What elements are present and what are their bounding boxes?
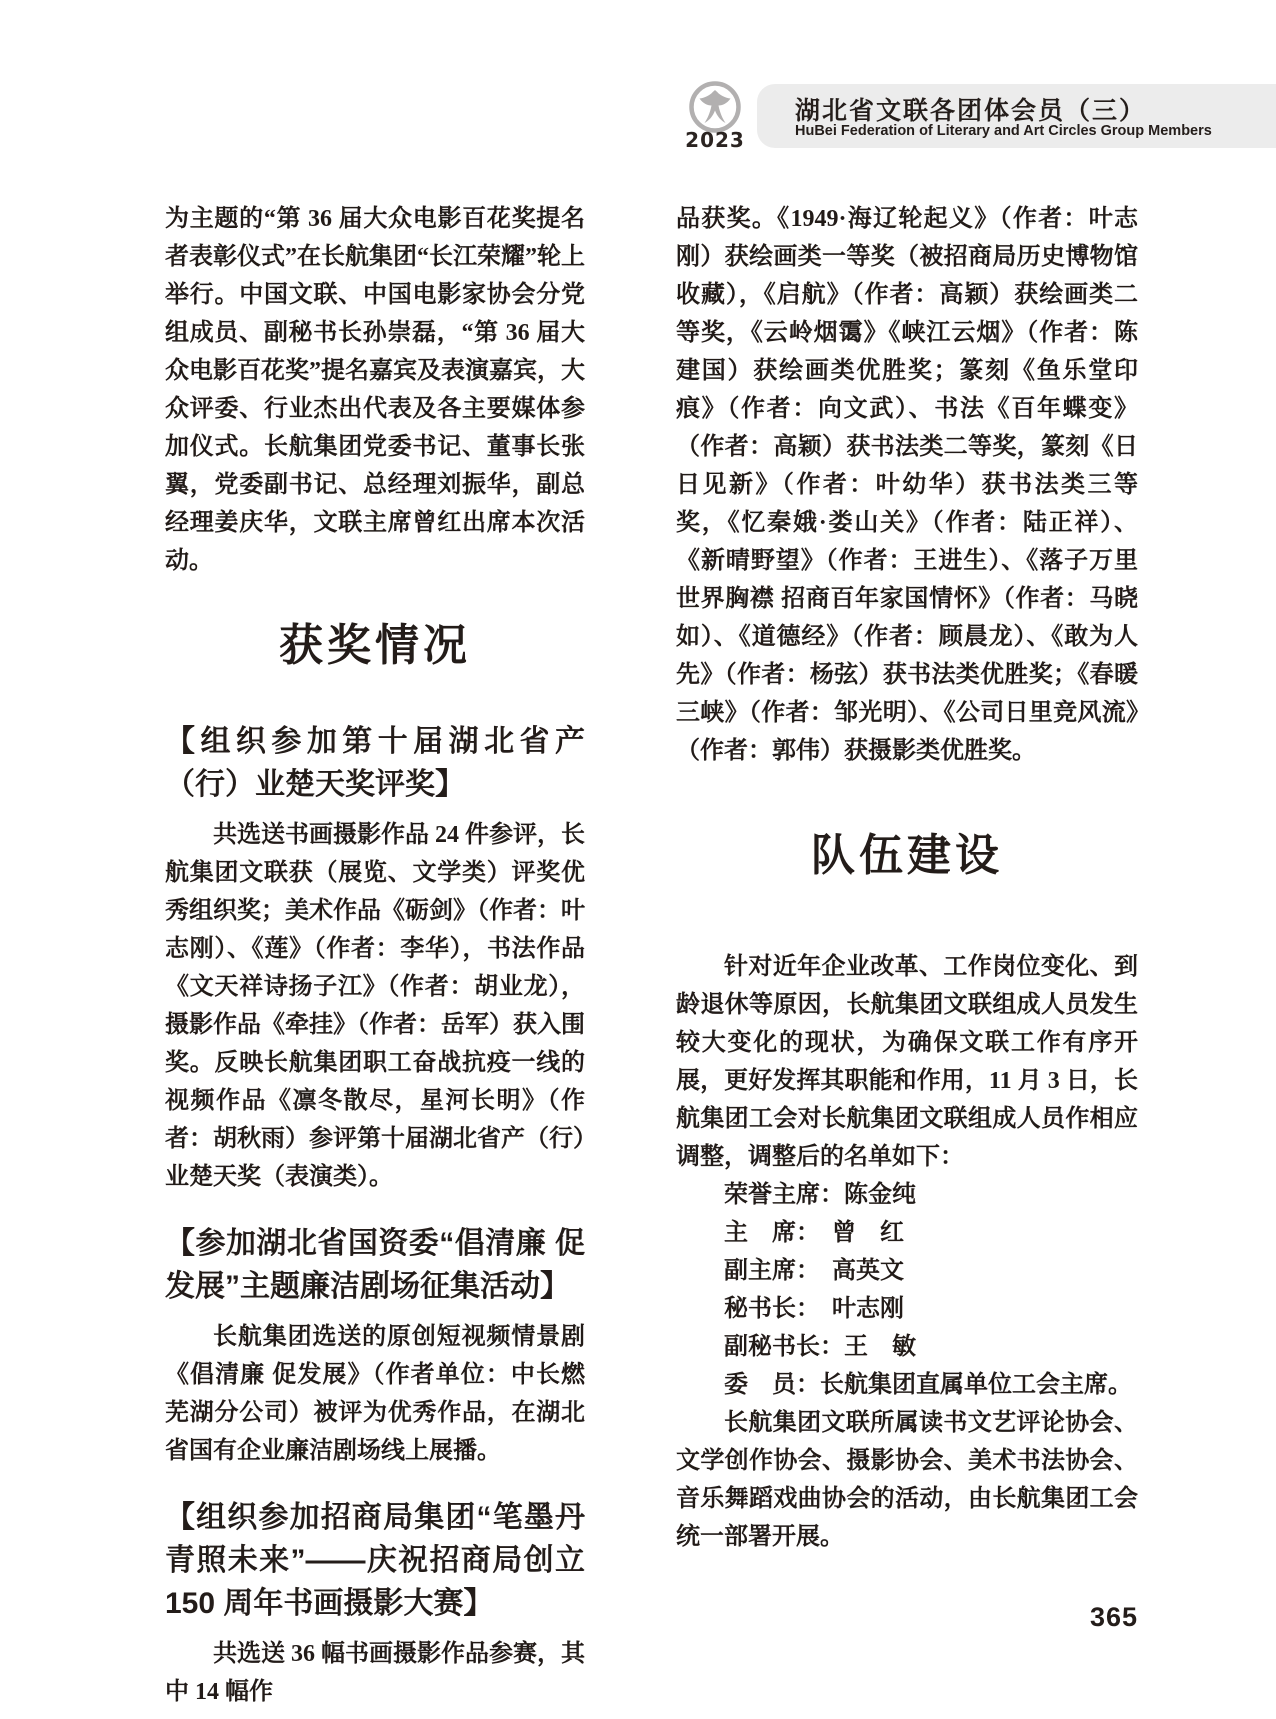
paragraph-contest-continuation: 品获奖。《1949·海辽轮起义》（作者：叶志刚）获绘画类一等奖（被招商局历史博物馆收藏），《启航》（作者：高颖）获绘画类二等奖，《云岭烟霭》《峡江云烟》（作者：陈建国）获绘画类优胜奖；篆刻《鱼乐堂印痕》（作者：向文武）、书法《百年蝶变》（作者：高颖）获书法类二等奖，篆刻《日日见新》（作者：叶幼华）获书法类三等奖，《忆秦娥·娄山关》（作者：陆正祥）、《新晴野望》（作者：王进生）、《落子万里世界胸襟 招商百年家国情怀》（作者：马晓如）、《道德经》（作者：顾晨龙）、《敢为人先》（作者：杨弦）获书法类优胜奖；《春暖三峡》（作者：邹光明）、《公司日里竞风流》（作者：郭伟）获摄影类优胜奖。	[676, 206, 1138, 764]
roster-honorary-chairman: 荣誉主席：陈金纯	[724, 1182, 916, 1208]
roster-chairman: 主 席： 曾 红	[724, 1220, 904, 1246]
section-heading-awards: 获奖情况	[279, 621, 471, 670]
paragraph-intro-continuation: 为主题的“第 36 届大众电影百花奖提名者表彰仪式”在长航集团“长江荣耀”轮上举行。中国文联、中国电影家协会分党组成员、副秘书长孙崇磊，“第 36 届大众电影百花奖”提名嘉宾及表演嘉宾，大众评委、行业杰出代表及各主要媒体参加仪式。长航集团党委书记、董事长张翼，党委副书记、总经理刘振华，副总经理姜庆华，文联主席曾红出席本次活动。	[165, 206, 585, 574]
paragraph-chutian-award: 共选送书画摄影作品 24 件参评，长航集团文联获（展览、文学类）评奖优秀组织奖；美术作品《砺剑》（作者：叶志刚）、《莲》（作者：李华），书法作品《文天祥诗扬子江》（作者：胡业龙），摄影作品《牵挂》（作者：岳军）获入围奖。反映长航集团职工奋战抗疫一线的视频作品《凛冬散尽，星河长明》（作者：胡秋雨）参评第十届湖北省产（行）业楚天奖（表演类）。	[165, 822, 585, 1190]
page-number: 365	[1090, 1602, 1139, 1632]
right-column	[676, 200, 1138, 1556]
paragraph-associations: 长航集团文联所属读书文艺评论协会、文学创作协会、摄影协会、美术书法协会、音乐舞蹈戏曲协会的活动，由长航集团工会统一部署开展。	[676, 1410, 1138, 1550]
roster-secretary-general: 秘书长： 叶志刚	[724, 1296, 904, 1322]
left-column	[165, 200, 585, 1711]
section-heading-team-building: 队伍建设	[811, 831, 1003, 880]
edition-year: 2023	[685, 128, 745, 152]
roster-committee-members: 委 员：长航集团直属单位工会主席。	[724, 1372, 1132, 1398]
page-title-chinese: 湖北省文联各团体会员（三）	[795, 97, 1147, 125]
header-title-box	[757, 84, 1276, 148]
roster-list	[676, 1176, 1138, 1404]
roster-deputy-secretary-general: 副秘书长：王 敏	[724, 1334, 916, 1360]
paragraph-integrity-theater: 长航集团选送的原创短视频情景剧《倡清廉 促发展》（作者单位：中长燃芜湖分公司）被评为优秀作品，在湖北省国有企业廉洁剧场线上展播。	[165, 1324, 585, 1464]
roster-vice-chairman: 副主席： 高英文	[724, 1258, 904, 1284]
subheading-chutian-award: 【组织参加第十届湖北省产（行）业楚天奖评奖】	[165, 725, 585, 801]
subheading-integrity-theater: 【参加湖北省国资委“倡清廉 促发展”主题廉洁剧场征集活动】	[165, 1227, 585, 1303]
subheading-merchants-150th-contest: 【组织参加招商局集团“笔墨丹青照未来”——庆祝招商局创立 150 周年书画摄影大赛】	[165, 1501, 585, 1620]
hubei-federation-emblem-icon	[688, 80, 742, 134]
page-title-english: HuBei Federation of Literary and Art Circles Group Members	[795, 123, 1212, 139]
paragraph-contest-start: 共选送 36 幅书画摄影作品参赛，其中 14 幅作	[165, 1641, 585, 1705]
paragraph-team-adjustment: 针对近年企业改革、工作岗位变化、到龄退休等原因，长航集团文联组成人员发生较大变化的现状，为确保文联工作有序开展，更好发挥其职能和作用，11 月 3 日，长航集团工会对长航集团文联组成人员作相应调整，调整后的名单如下：	[676, 954, 1138, 1170]
